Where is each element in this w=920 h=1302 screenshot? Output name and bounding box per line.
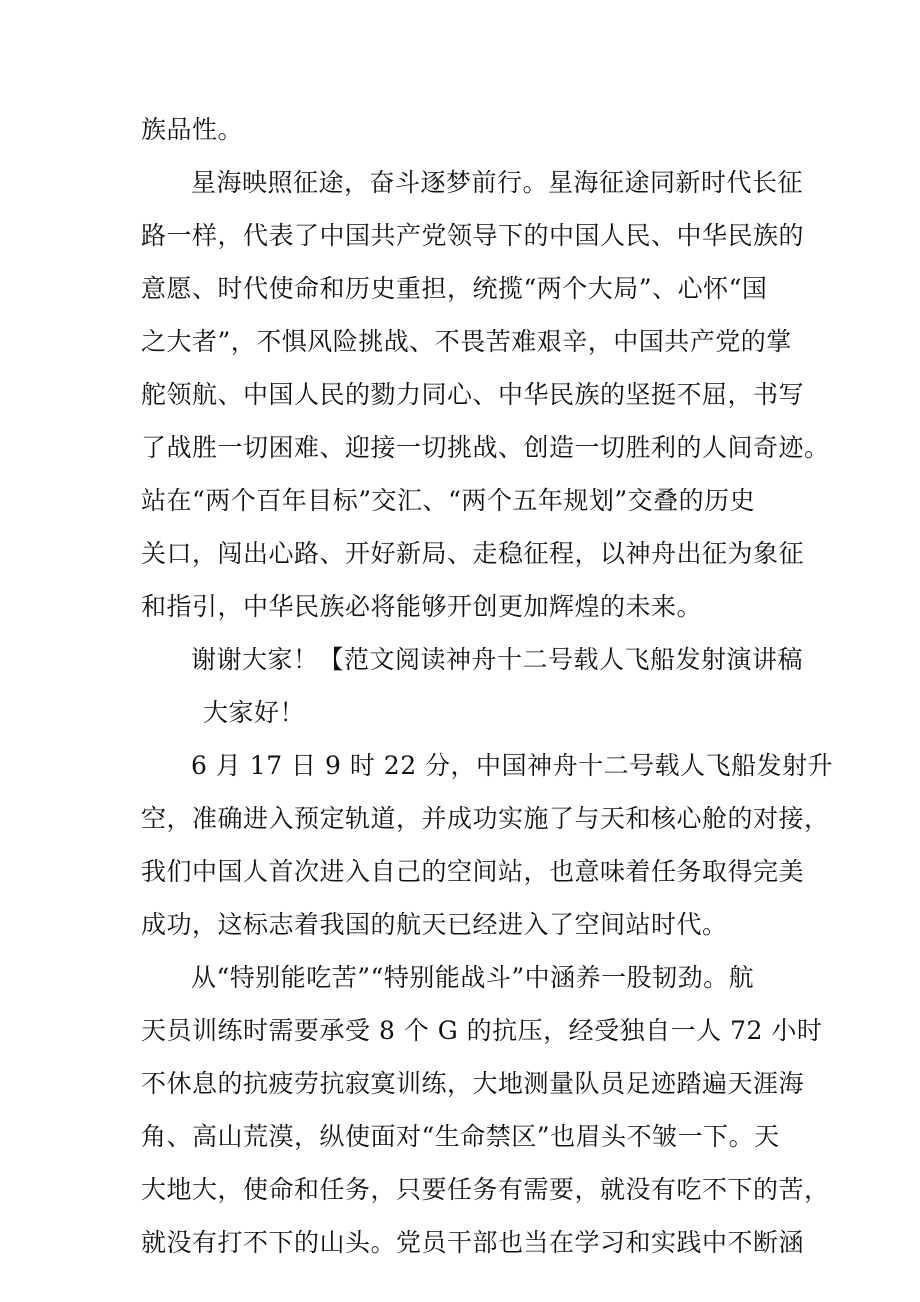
text-line-13: 6 月 17 日 9 时 22 分，中国神舟十二号载人飞船发射升	[191, 751, 834, 780]
text-line-10: 和指引，中华民族必将能够开创更加辉煌的未来。	[141, 592, 703, 621]
text-line-5: 之大者”，不惧风险挑战、不畏苦难艰辛，中国共产党的掌	[141, 327, 792, 356]
text-line-6: 舵领航、中国人民的勠力同心、中华民族的坚挺不屈，书写	[141, 380, 805, 409]
text-line-8: 站在“两个百年目标”交汇、“两个五年规划”交叠的历史	[141, 486, 756, 515]
text-line-4: 意愿、时代使命和历史重担，统揽“两个大局”、心怀“国	[141, 274, 768, 303]
text-line-12: 大家好！	[203, 698, 306, 727]
text-line-18: 天员训练时需要承受 8 个 G 的抗压，经受独自一人 72 小时	[141, 1016, 823, 1045]
text-line-9: 关口，闯出心路、开好新局、走稳征程，以神舟出征为象征	[141, 539, 805, 568]
text-line-16: 成功，这标志着我国的航天已经进入了空间站时代。	[141, 910, 728, 939]
text-line-11: 谢谢大家！【范文阅读神舟十二号载人飞船发射演讲稿	[191, 645, 804, 674]
text-line-20: 角、高山荒漠，纵使面对“生命禁区”也眉头不皱一下。天	[141, 1122, 780, 1151]
text-line-21: 大地大，使命和任务，只要任务有需要，就没有吃不下的苦，	[141, 1175, 830, 1204]
text-line-1: 族品性。	[141, 115, 244, 144]
text-line-22: 就没有打不下的山头。党员干部也当在学习和实践中不断涵	[141, 1228, 805, 1257]
text-line-14: 空，准确进入预定轨道，并成功实施了与天和核心舱的对接，	[141, 804, 830, 833]
text-line-19: 不休息的抗疲劳抗寂寞训练，大地测量队员足迹踏遍天涯海	[141, 1069, 805, 1098]
text-line-3: 路一样，代表了中国共产党领导下的中国人民、中华民族的	[141, 221, 805, 250]
text-line-2: 星海映照征途，奋斗逐梦前行。星海征途同新时代长征	[191, 168, 804, 197]
text-line-7: 了战胜一切困难、迎接一切挑战、创造一切胜利的人间奇迹。	[141, 433, 830, 462]
text-line-15: 我们中国人首次进入自己的空间站，也意味着任务取得完美	[141, 857, 805, 886]
text-line-17: 从“特别能吃苦”“特别能战斗”中涵养一股韧劲。航	[191, 963, 755, 992]
